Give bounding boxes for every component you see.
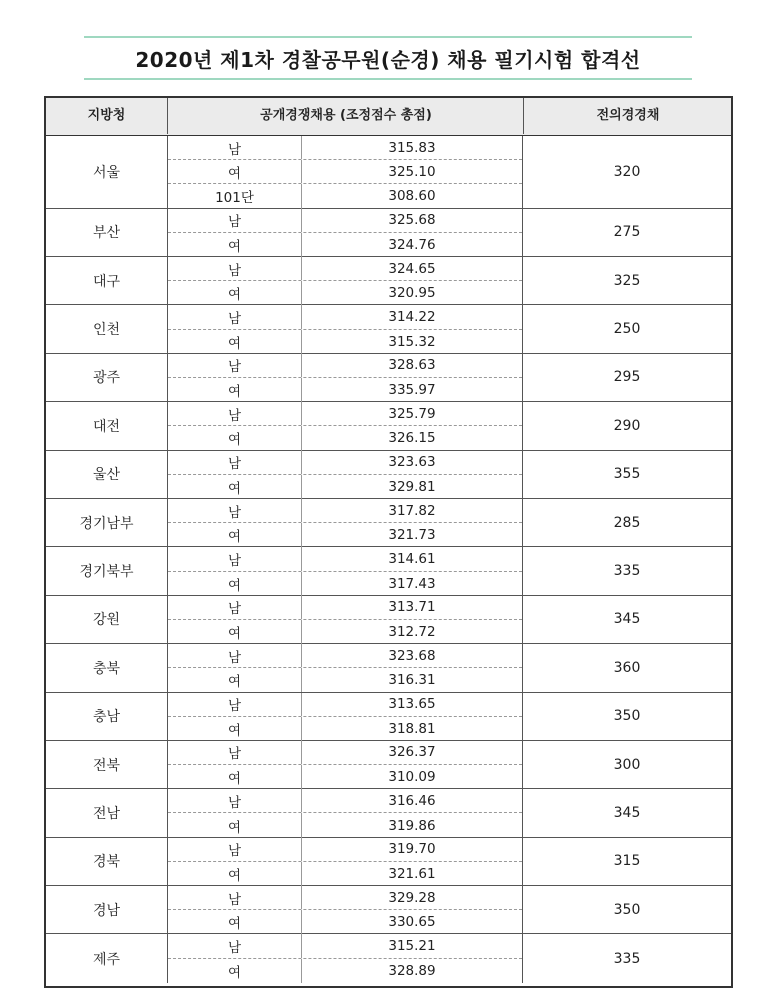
header-open-recruitment: 공개경쟁채용 (조정점수 총점) [167,98,524,134]
region-row [46,136,731,209]
category-label: 여 [168,523,302,547]
category-label: 여 [168,426,302,450]
score-row [168,741,522,765]
cutoff-score: 308.60 [388,188,436,205]
region-name: 경북 [92,854,121,871]
cutoff-score: 324.65 [388,260,436,277]
category-label: 남 [168,934,302,957]
category-label: 남 [168,741,302,764]
cutoff-score: 323.68 [388,647,436,664]
region-name: 제주 [92,951,121,968]
cutoff-score: 316.46 [388,792,436,809]
category-label: 여 [168,160,302,183]
category-label: 여 [168,475,302,499]
category-label: 여 [168,620,302,644]
region-name: 경남 [92,902,121,919]
region-name: 충북 [92,660,121,677]
cutoff-score: 326.37 [388,744,436,761]
score-row [168,378,522,402]
region-row [46,305,731,353]
category-label: 남 [168,354,302,377]
region-row [46,934,731,982]
category-label: 여 [168,572,302,596]
score-row [168,717,522,741]
open-recruitment-cell [167,741,523,788]
category-label: 남 [168,136,302,159]
score-row [168,959,522,983]
open-recruitment-cell [167,789,523,836]
table-body [46,136,731,983]
cutoff-score: 310.09 [388,769,436,786]
region-row [46,257,731,305]
open-recruitment-cell [167,596,523,643]
cutoff-score: 328.63 [388,357,436,374]
region-row [46,838,731,886]
cutoff-score: 317.43 [388,575,436,592]
cutoff-score: 330.65 [388,914,436,931]
region-name: 서울 [92,164,121,181]
cutoff-score: 321.61 [388,865,436,882]
region-row [46,741,731,789]
score-row [168,233,522,257]
conversion-score: 295 [613,369,641,386]
conversion-score: 335 [613,950,641,967]
score-row [168,160,522,184]
region-row [46,354,731,402]
cutoff-score: 325.79 [388,405,436,422]
open-recruitment-cell [167,451,523,498]
cutoff-score: 318.81 [388,720,436,737]
score-row [168,451,522,475]
table-header [46,98,731,136]
region-name: 대구 [92,273,121,290]
category-label: 여 [168,668,302,692]
region-row [46,693,731,741]
cutoff-score: 321.73 [388,527,436,544]
conversion-score: 360 [613,659,641,676]
score-row [168,572,522,596]
category-label: 여 [168,330,302,354]
category-label: 남 [168,499,302,522]
score-row [168,934,522,958]
category-label: 여 [168,378,302,402]
conversion-score: 300 [613,756,641,773]
category-label: 남 [168,209,302,232]
region-row [46,547,731,595]
category-label: 남 [168,789,302,812]
conversion-score: 335 [613,563,641,580]
category-label: 남 [168,596,302,619]
region-row [46,789,731,837]
region-name: 부산 [92,225,121,242]
category-label: 여 [168,233,302,257]
score-row [168,475,522,499]
open-recruitment-cell [167,838,523,885]
open-recruitment-cell [167,547,523,594]
category-label: 여 [168,813,302,837]
score-row [168,523,522,547]
score-row [168,596,522,620]
category-label: 남 [168,886,302,909]
conversion-score: 320 [613,163,641,180]
score-row [168,862,522,886]
conversion-score: 345 [613,611,641,628]
open-recruitment-cell [167,305,523,352]
open-recruitment-cell [167,693,523,740]
cutoff-score: 314.61 [388,550,436,567]
cutoff-score: 320.95 [388,285,436,302]
cutoff-score: 317.82 [388,502,436,519]
conversion-score: 315 [613,853,641,870]
score-row [168,305,522,329]
region-row [46,644,731,692]
region-row [46,499,731,547]
conversion-score: 350 [613,901,641,918]
cutoff-score: 316.31 [388,672,436,689]
region-row [46,402,731,450]
cutoff-score: 313.71 [388,599,436,616]
region-name: 충남 [92,709,121,726]
conversion-score: 345 [613,804,641,821]
cutoff-score: 328.89 [388,962,436,979]
header-conversion-recruitment: 전의경경채 [523,98,732,134]
cutoff-score: 325.10 [388,163,436,180]
conversion-score: 275 [613,224,641,241]
category-label: 남 [168,644,302,667]
category-label: 남 [168,402,302,425]
cutoff-score: 312.72 [388,624,436,640]
cutoff-score: 313.65 [388,696,436,713]
open-recruitment-cell [167,499,523,546]
region-row [46,209,731,257]
open-recruitment-cell [167,257,523,304]
category-label: 여 [168,281,302,305]
category-label: 남 [168,838,302,861]
region-name: 경기남부 [79,515,134,532]
score-row [168,281,522,305]
score-row [168,789,522,813]
region-name: 울산 [92,467,121,484]
cutoff-score: 323.63 [388,454,436,471]
conversion-score: 355 [613,466,641,483]
cutoff-score: 325.68 [388,212,436,229]
category-label: 남 [168,693,302,716]
category-label: 여 [168,765,302,789]
score-row [168,693,522,717]
cutoff-score: 319.86 [388,817,436,834]
category-label: 남 [168,305,302,328]
category-label: 여 [168,862,302,886]
score-row [168,765,522,789]
region-name: 경기북부 [79,564,134,581]
score-row [168,184,522,208]
cutoff-score: 314.22 [388,308,436,325]
cutoff-score: 324.76 [388,236,436,253]
category-label: 남 [168,547,302,570]
category-label: 여 [168,910,302,934]
open-recruitment-cell [167,934,523,982]
score-row [168,644,522,668]
category-label: 남 [168,257,302,280]
score-row [168,838,522,862]
conversion-score: 350 [613,708,641,725]
score-row [168,402,522,426]
score-row [168,547,522,571]
cutoff-table [44,96,733,988]
category-label: 남 [168,451,302,474]
cutoff-score: 329.28 [388,889,436,906]
cutoff-score: 329.81 [388,478,436,495]
region-row [46,596,731,644]
score-row [168,209,522,233]
header-region: 지방청 [87,108,126,123]
open-recruitment-cell [167,136,523,208]
region-row [46,451,731,499]
region-row [46,886,731,934]
cutoff-score: 326.15 [388,430,436,447]
open-recruitment-cell [167,354,523,401]
conversion-score: 290 [613,417,641,434]
cutoff-score: 315.21 [388,938,436,955]
score-row [168,886,522,910]
category-label: 여 [168,959,302,983]
score-row [168,354,522,378]
conversion-score: 325 [613,272,641,289]
conversion-score: 250 [613,321,641,338]
open-recruitment-cell [167,209,523,256]
score-row [168,668,522,692]
open-recruitment-cell [167,402,523,449]
open-recruitment-cell [167,644,523,691]
score-row [168,330,522,354]
conversion-score: 285 [613,514,641,531]
region-name: 대전 [92,418,121,435]
score-row [168,813,522,837]
category-label: 여 [168,717,302,741]
score-row [168,910,522,934]
region-name: 강원 [92,612,121,629]
cutoff-score: 315.32 [388,333,436,350]
cutoff-score: 319.70 [388,841,436,858]
score-row [168,257,522,281]
page-title: 2020년 제1차 경찰공무원(순경) 채용 필기시험 합격선 [135,47,641,72]
title-banner [84,36,692,80]
region-name: 인천 [92,322,121,339]
score-row [168,136,522,160]
score-row [168,499,522,523]
cutoff-score: 335.97 [388,382,436,399]
region-name: 전북 [92,757,121,774]
region-name: 전남 [92,805,121,822]
score-row [168,426,522,450]
open-recruitment-cell [167,886,523,933]
cutoff-score: 315.83 [388,139,436,156]
region-name: 광주 [92,370,121,387]
score-row [168,620,522,644]
category-label: 101단 [168,184,302,208]
